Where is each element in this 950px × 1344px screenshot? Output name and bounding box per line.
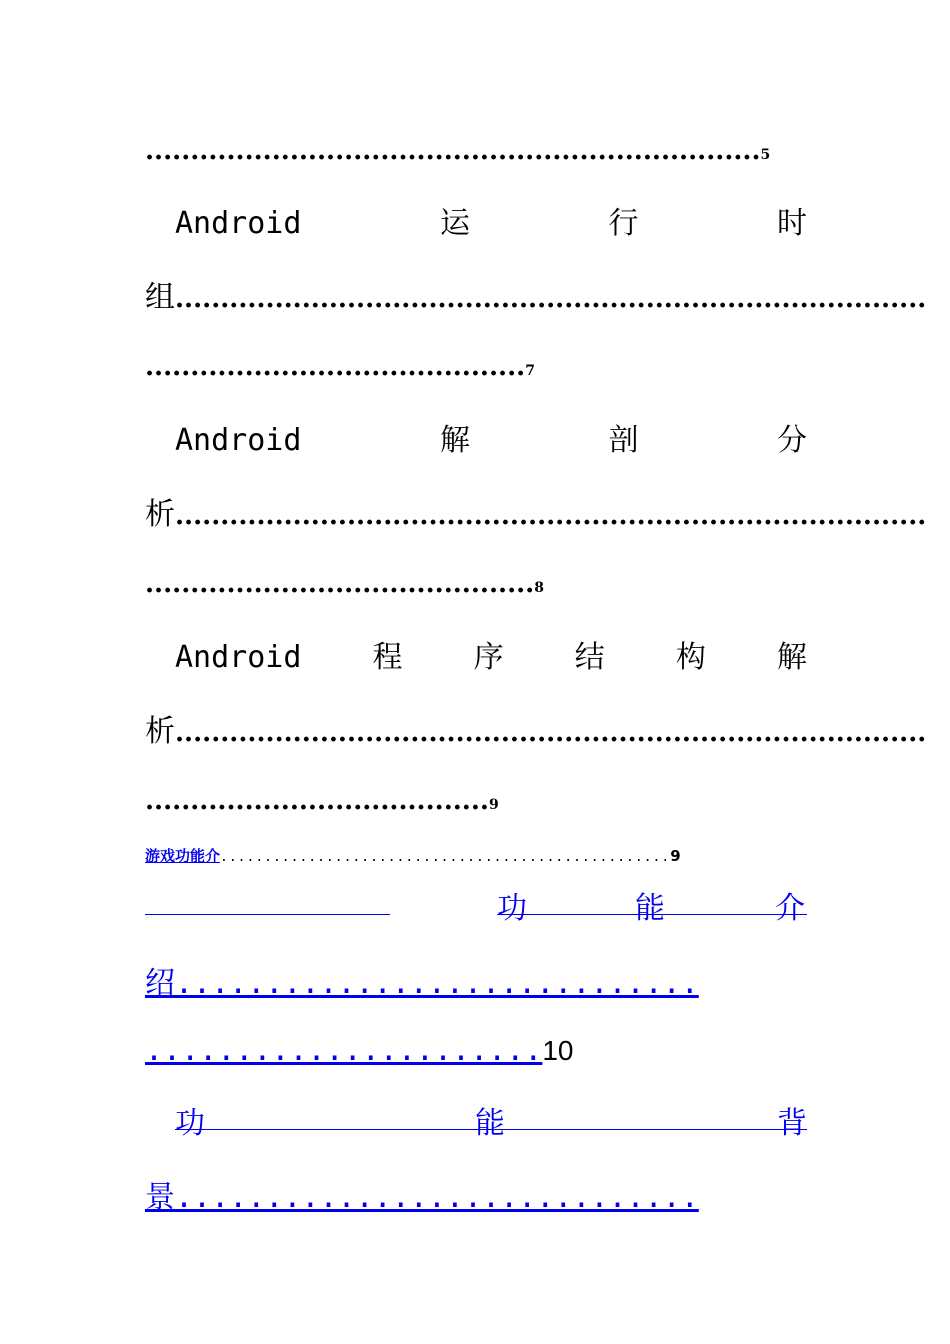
leader-dots[interactable]: .............................	[175, 966, 699, 1001]
entry-char: 构	[675, 640, 706, 675]
entry-char[interactable]: 能	[635, 891, 665, 926]
entry-char[interactable]: 绍	[145, 966, 175, 1001]
entry-char: 结	[574, 640, 605, 675]
leader-dots: ....................................................................	[145, 136, 761, 166]
toc-entry-anatomy	[175, 415, 807, 459]
toc-continuation-line	[145, 786, 807, 816]
page-number: 8	[534, 580, 544, 596]
page-number: 7	[525, 363, 535, 379]
toc-continuation-line	[145, 569, 807, 599]
entry-char[interactable]: 景	[145, 1180, 175, 1215]
toc-continuation-line	[145, 352, 807, 382]
entry-char: 解	[439, 423, 470, 458]
page-number: 10	[542, 1035, 574, 1066]
entry-char: 序	[473, 640, 504, 675]
entry-char[interactable]: 背	[777, 1106, 807, 1141]
leader-dots[interactable]: ......................	[145, 1033, 543, 1068]
toc-entry-background-cont[interactable]	[145, 1172, 807, 1216]
entry-char: 时	[776, 206, 807, 241]
toc-entry-intro-end[interactable]	[145, 1033, 807, 1068]
entry-char[interactable]: 功	[175, 1106, 205, 1141]
toc-entry-anatomy-cont	[145, 489, 927, 533]
entry-word: Android	[175, 640, 302, 675]
toc-entry-background[interactable]	[175, 1098, 807, 1142]
toc-entry-structure-cont	[145, 706, 927, 750]
leader-dots: ...................................................................................	[175, 501, 927, 531]
leader-dots: ...................................................	[220, 850, 671, 865]
entry-char: 剖	[608, 423, 639, 458]
entry-char[interactable]: 能	[475, 1106, 505, 1141]
toc-entry-game[interactable]	[145, 845, 807, 866]
entry-char: 程	[372, 640, 403, 675]
toc-continuation-line	[145, 136, 807, 166]
link-underline	[145, 914, 390, 915]
entry-word: Android	[175, 423, 302, 458]
entry-char: 组	[145, 280, 175, 315]
toc-entry-intro[interactable]	[145, 883, 807, 927]
entry-char: 分	[776, 423, 807, 458]
toc-entry-runtime	[175, 198, 807, 242]
leader-dots: ...........................................	[145, 569, 535, 599]
entry-char: 解	[776, 640, 807, 675]
entry-char: 析	[145, 714, 175, 749]
page-number: 9	[670, 847, 681, 865]
leader-dots: ...................................................................................	[175, 284, 927, 314]
toc-link-game-features[interactable]: 游戏功能介	[145, 847, 221, 865]
entry-char: 运	[439, 206, 470, 241]
entry-word: Android	[175, 206, 302, 241]
leader-dots: ..........................................	[145, 352, 526, 382]
entry-char: 析	[145, 497, 175, 532]
leader-dots[interactable]: .............................	[175, 1180, 699, 1215]
toc-entry-structure	[175, 632, 807, 676]
entry-char[interactable]: 功	[497, 891, 527, 926]
page-number: 9	[488, 797, 499, 813]
leader-dots: ......................................	[145, 786, 489, 816]
toc-entry-intro-cont[interactable]	[145, 958, 807, 1002]
entry-char[interactable]: 介	[775, 891, 805, 926]
entry-char: 行	[608, 206, 639, 241]
toc-entry-runtime-cont	[145, 272, 927, 316]
page-number: 5	[760, 147, 771, 163]
leader-dots: ...................................................................................	[175, 718, 927, 748]
